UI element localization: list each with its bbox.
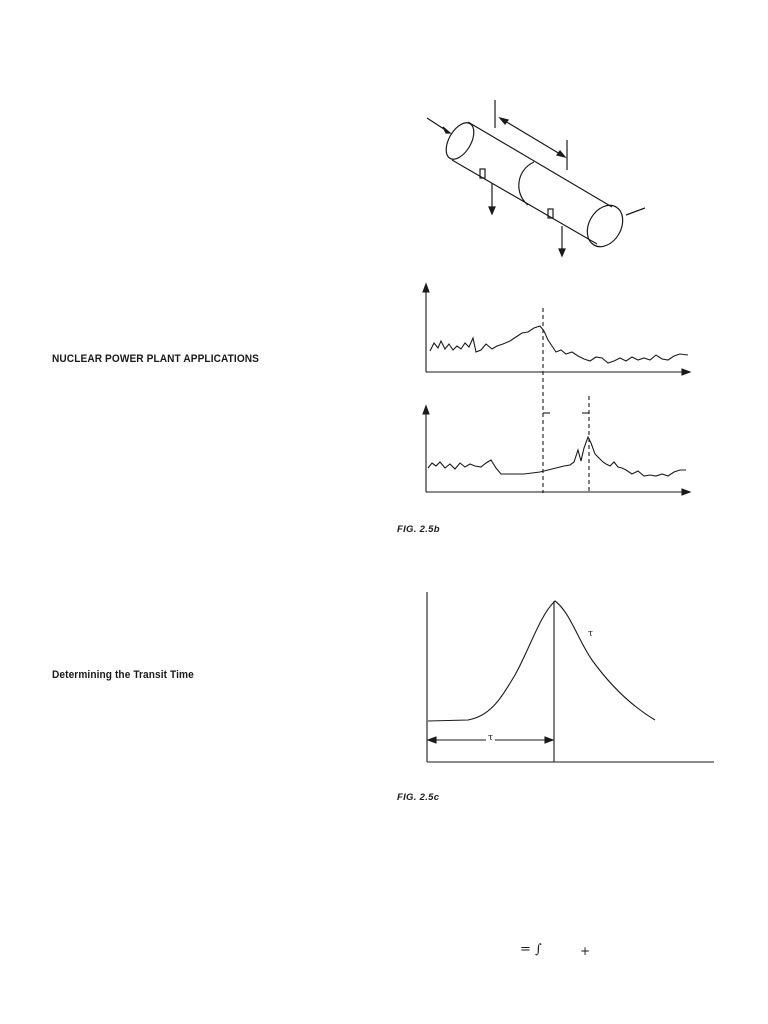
section-heading-transit-time: Determining the Transit Time	[52, 669, 194, 681]
flow-arrow	[427, 118, 450, 133]
equation-plus: +	[580, 944, 591, 958]
distance-arrow	[500, 118, 565, 157]
sensor-2	[548, 209, 553, 218]
pipe-body	[452, 122, 612, 244]
fig-2-5b-caption: FIG. 2.5b	[397, 524, 440, 535]
sensor-1	[480, 169, 485, 178]
pipe-right-end	[580, 199, 630, 253]
equation-equals-integral: = ∫	[520, 942, 542, 957]
fig-2-5c-caption: FIG. 2.5c	[397, 792, 440, 803]
upstream-signal-trace	[430, 326, 688, 363]
downstream-signal-trace	[428, 437, 686, 476]
pipe-label-leader	[626, 208, 645, 215]
pipe-left-end	[440, 118, 479, 164]
pipe-section-ring	[519, 162, 534, 205]
tau-arrow-label: τ	[488, 733, 493, 743]
section-heading-nuclear: NUCLEAR POWER PLANT APPLICATIONS	[52, 353, 260, 365]
flow-arrowhead	[443, 127, 450, 133]
correlation-curve	[428, 601, 655, 721]
tau-peak-label: τ	[588, 629, 593, 639]
